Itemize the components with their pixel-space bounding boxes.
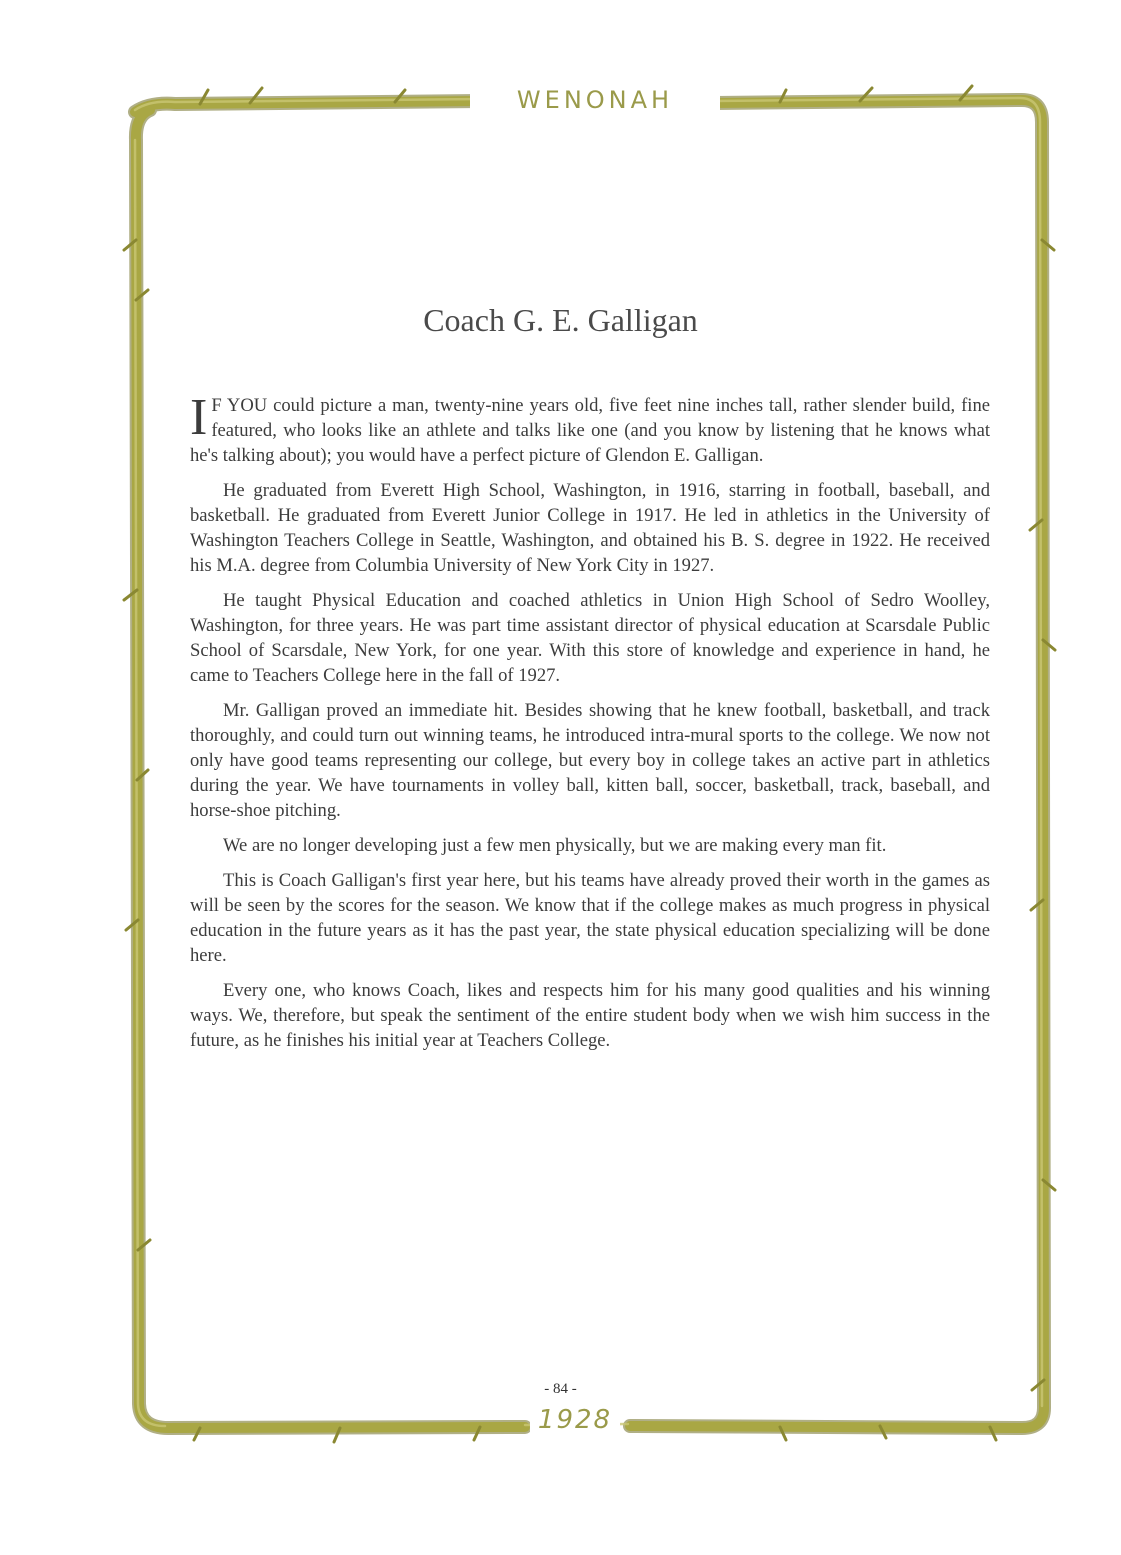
- yearbook-year: 1928: [530, 1405, 620, 1435]
- paragraph: Mr. Galligan proved an immediate hit. Besides showing that he knew football, basketball, and track thoroughly, and could turn out winning teams, he introduced intra-mural sports to the college. We now not only have good teams representing our college, but every boy in college takes an active part in athletics during the year. We have tournaments in volley ball, kitten ball, soccer, basketball, track, baseball, and horse-shoe pitching.: [190, 700, 990, 821]
- paragraph: He taught Physical Education and coached athletics in Union High School of Sedro Woolley, Washington, for three years. He was part time assistant director of physical education at Scarsdale Public School of Scarsdale, New York, for one year. With this store of knowledge and experience in hand, he came to Teachers College here in the fall of 1927.: [190, 590, 990, 686]
- paragraph: We are no longer developing just a few men physically, but we are making every man fit.: [223, 835, 887, 856]
- paragraph-text: F YOU could picture a man, twenty-nine years old, five feet nine inches tall, rather slender build, fine featured, who looks like an athlete and talks like one (and you know by listening that he knows what he's talking about); you would have a perfect picture of Glendon E. Galligan.: [190, 395, 990, 466]
- drop-cap: I: [190, 389, 208, 446]
- paragraph: Every one, who knows Coach, likes and respects him for his many good qualities and his winning ways. We, therefore, but speak the sentiment of the entire student body when we wish him success in the future, as he finishes his initial year at Teachers College.: [190, 980, 990, 1051]
- paragraph: [190, 389, 990, 468]
- paragraph: He graduated from Everett High School, Washington, in 1916, starring in football, baseball, and basketball. He graduated from Everett Junior College in 1917. He led in athletics in the University of Washington Teachers College in Seattle, Washington, and obtained his B. S. degree in 1922. He received his M.A. degree from Columbia University of New York City in 1927.: [190, 480, 990, 576]
- paragraph: This is Coach Galligan's first year here, but his teams have already proved their worth in the games as will be seen by the scores for the season. We know that if the college makes as much progress in physical education in the future years as it has the past year, the state physical education specializing will be done here.: [190, 870, 990, 966]
- page-number: - 84 -: [544, 1381, 577, 1397]
- yearbook-header-title: WENONAH: [470, 86, 720, 114]
- article-body: [190, 389, 990, 1063]
- page-title: Coach G. E. Galligan: [423, 302, 698, 338]
